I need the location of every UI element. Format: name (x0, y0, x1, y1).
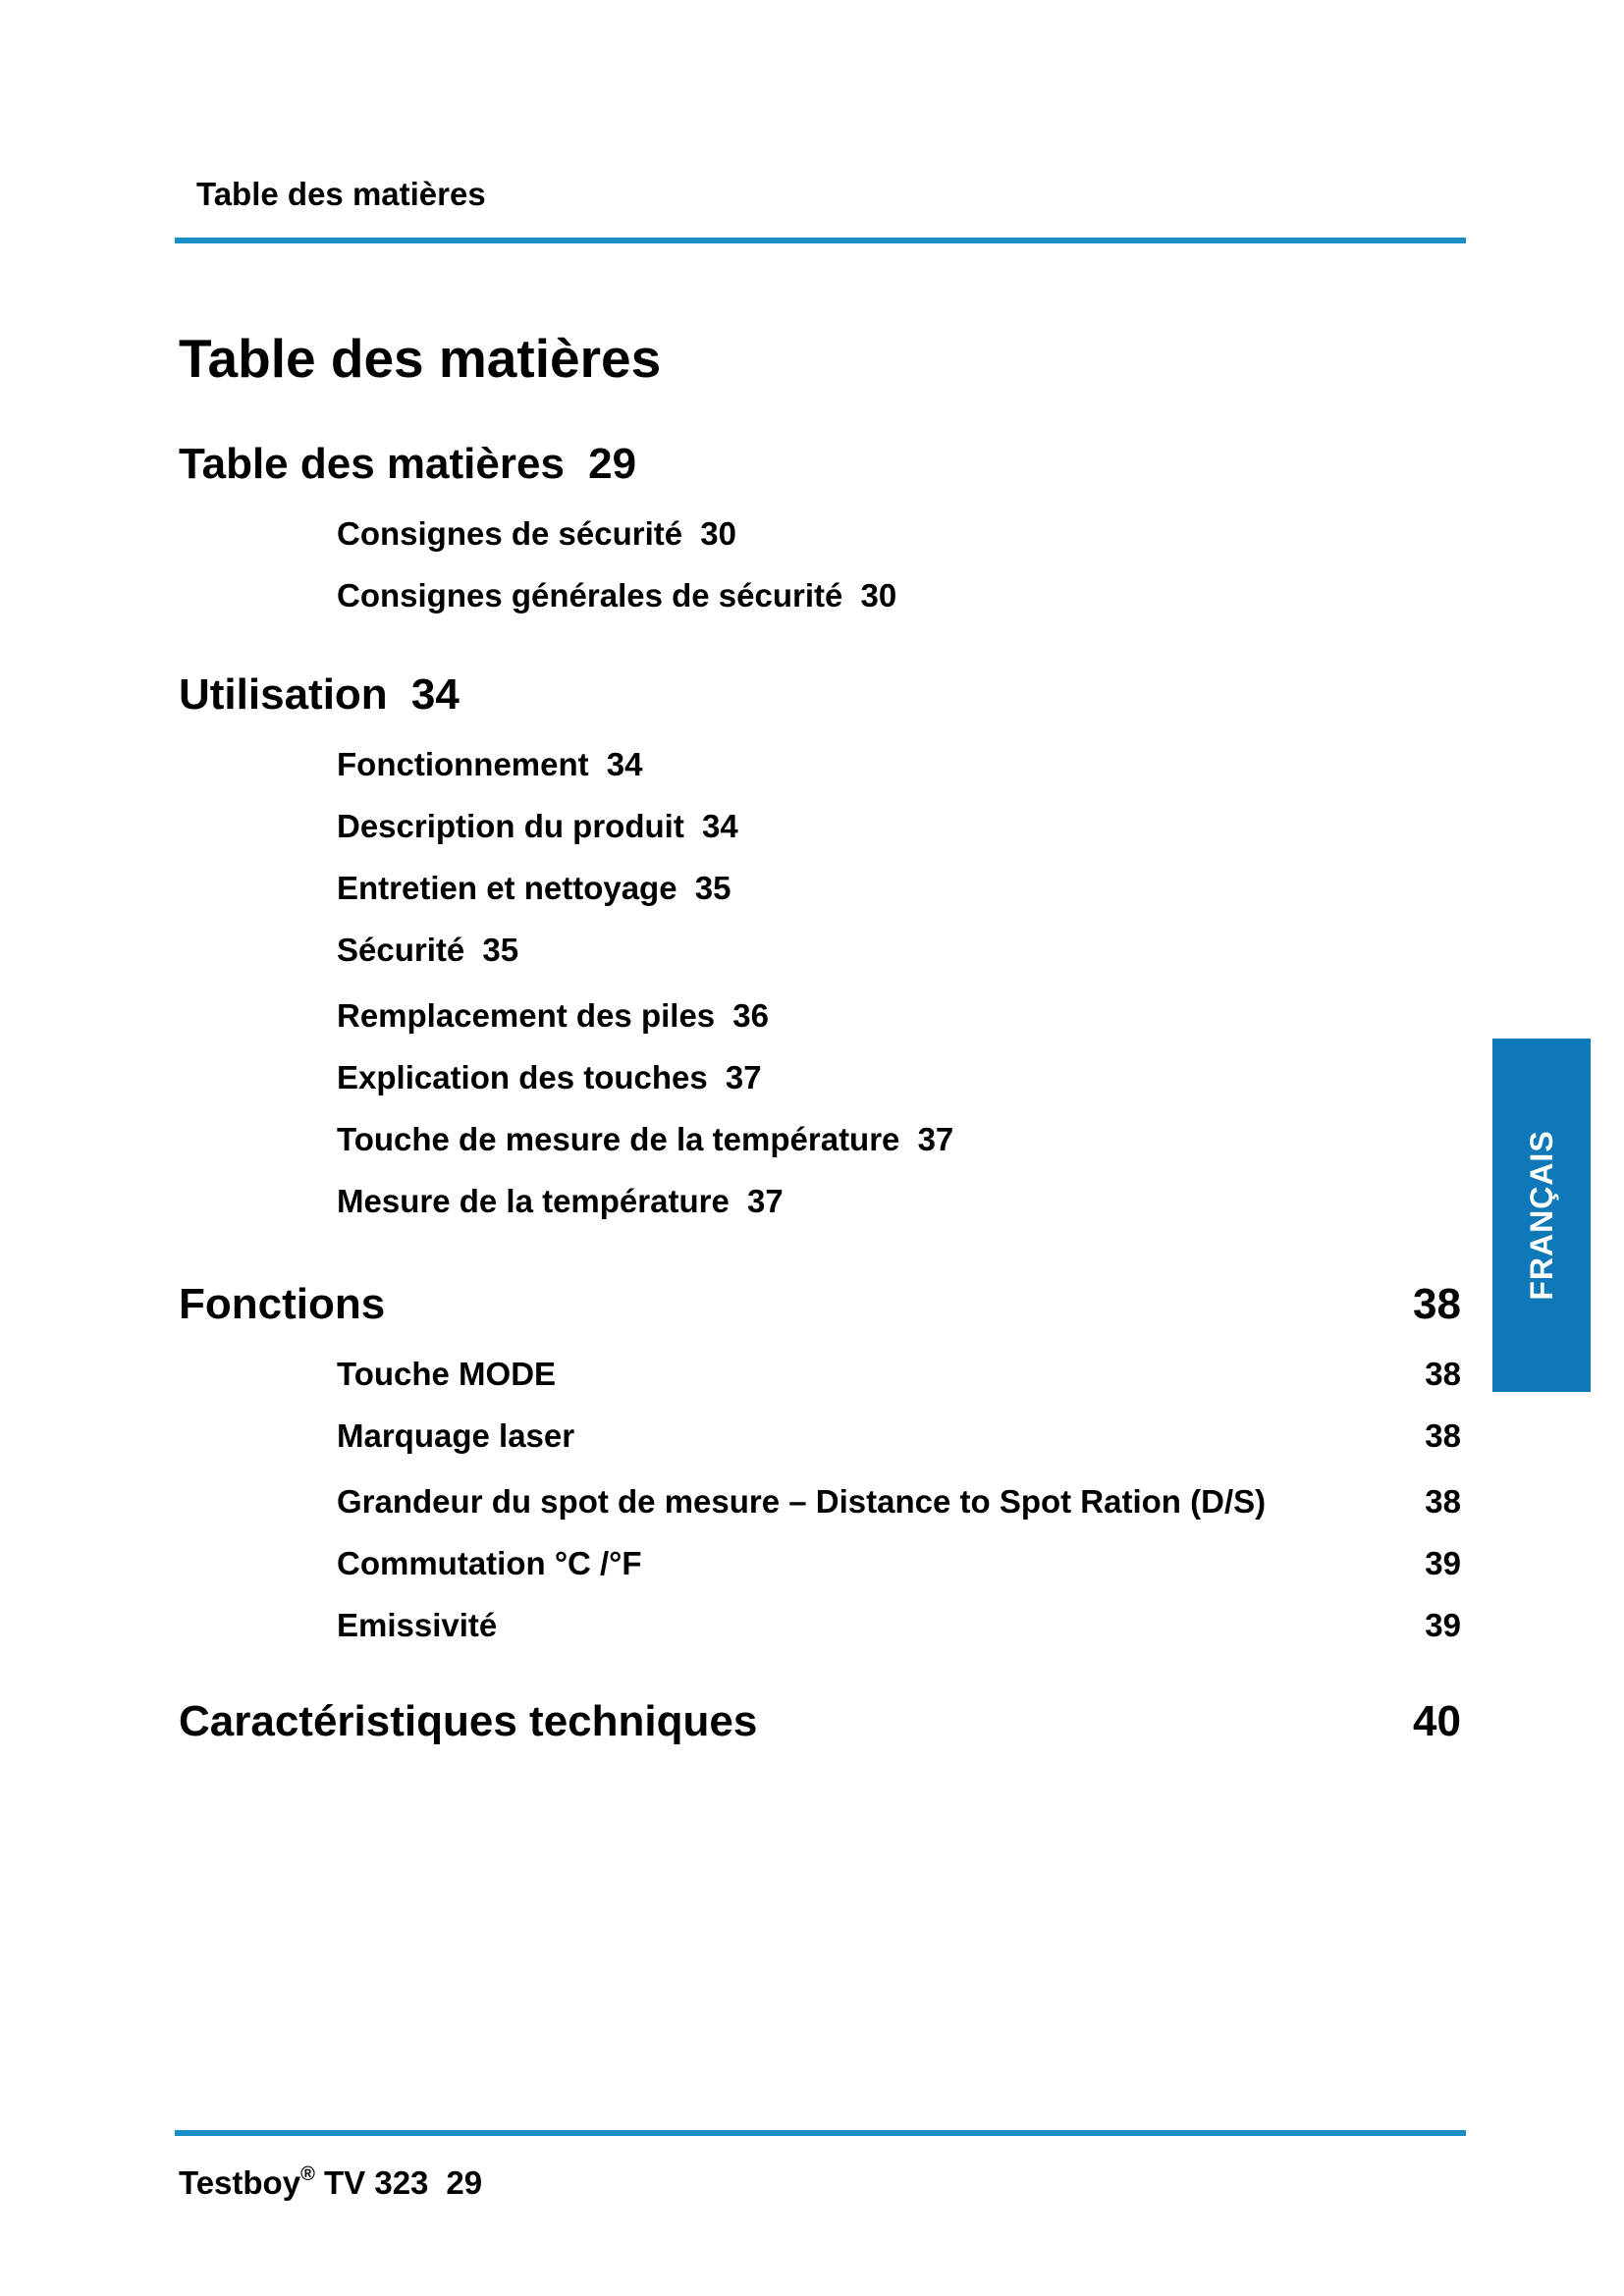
footer (179, 2163, 482, 2203)
toc-subentry-title: Mesure de la température (337, 1183, 730, 1219)
toc-subentry-title: Sécurité (337, 932, 465, 968)
toc-subentry[interactable] (337, 1416, 574, 1456)
toc-subentry[interactable] (337, 1182, 784, 1221)
footer-model: TV 323 (324, 2164, 429, 2201)
toc-subentry[interactable] (337, 931, 518, 970)
toc-subentry-title: Touche de mesure de la température (337, 1121, 900, 1157)
toc-subentry-page: 35 (694, 870, 731, 906)
toc-subentry[interactable] (337, 807, 738, 846)
toc-subentry-page: 37 (746, 1183, 784, 1219)
toc-subentry-page: 39 (1425, 1607, 1461, 1643)
toc-subentry-page: 38 (1425, 1417, 1461, 1454)
toc-subentry-page: 39 (1425, 1545, 1461, 1581)
toc-section-page: 34 (410, 670, 460, 719)
toc-subentry-page: 30 (860, 577, 897, 614)
toc-section-title: Caractéristiques techniques (179, 1697, 758, 1745)
toc-subentry-title: Consignes de sécurité (337, 515, 683, 552)
toc-subentry[interactable] (337, 1606, 497, 1645)
toc-subentry[interactable] (337, 576, 896, 615)
toc-subentry-page: 38 (1425, 1483, 1461, 1520)
toc-subentry[interactable] (337, 1482, 1266, 1522)
toc-subentry-title: Commutation °C /°F (337, 1545, 642, 1581)
toc-subentry-title: Explication des touches (337, 1059, 708, 1095)
toc-subentry[interactable] (337, 996, 769, 1036)
toc-subentry-page: 36 (732, 997, 770, 1034)
toc-section[interactable] (179, 438, 636, 491)
toc-subentry-page: 37 (917, 1121, 954, 1157)
toc-subentry-title: Emissivité (337, 1607, 498, 1643)
toc-subentry-title: Description du produit (337, 808, 684, 844)
toc-subentry[interactable] (337, 1355, 556, 1394)
toc-subentry-title: Touche MODE (337, 1356, 557, 1392)
footer-page-number: 29 (446, 2164, 483, 2201)
toc-subentry-page: 38 (1425, 1356, 1461, 1392)
toc-subentry-page: 34 (701, 808, 738, 844)
toc-subentry[interactable] (337, 1120, 953, 1159)
toc-section-title: Fonctions (179, 1280, 386, 1328)
footer-brand: Testboy (179, 2164, 301, 2201)
toc-subentry[interactable] (337, 869, 731, 908)
toc-section[interactable] (179, 1278, 385, 1331)
toc-section-title: Table des matières (179, 440, 565, 488)
toc-subentry-page: 30 (700, 515, 736, 552)
toc-subentry-page: 35 (482, 932, 519, 968)
running-header-title: Table des matières (196, 176, 486, 212)
toc-subentry-title: Remplacement des piles (337, 997, 716, 1034)
toc-subentry-title: Entretien et nettoyage (337, 870, 677, 906)
toc-subentry-title: Grandeur du spot de mesure – Distance to Spot Ration (D/S) (337, 1483, 1267, 1520)
bottom-divider (175, 2130, 1466, 2136)
toc-section-title: Utilisation (179, 670, 388, 719)
toc-section[interactable] (179, 668, 460, 721)
toc-subentry[interactable] (337, 1544, 642, 1583)
toc-section-page: 40 (1413, 1697, 1461, 1745)
toc-subentry-page: 37 (725, 1059, 762, 1095)
toc-subentry[interactable] (337, 514, 736, 554)
toc-section-page: 38 (1413, 1280, 1461, 1328)
toc-subentry[interactable] (337, 1058, 762, 1097)
toc-subentry-title: Fonctionnement (337, 746, 589, 782)
registered-mark: ® (300, 2163, 315, 2185)
language-tab (1492, 1039, 1591, 1392)
toc-section[interactable] (179, 1695, 757, 1748)
language-tab-label: FRANÇAIS (1524, 1130, 1559, 1301)
toc-subentry[interactable] (337, 745, 643, 784)
toc-subentry-title: Consignes générales de sécurité (337, 577, 843, 614)
toc-subentry-title: Marquage laser (337, 1417, 575, 1454)
page-title: Table des matières (179, 328, 662, 389)
toc-section-page: 29 (588, 440, 637, 488)
toc-subentry-page: 34 (606, 746, 643, 782)
